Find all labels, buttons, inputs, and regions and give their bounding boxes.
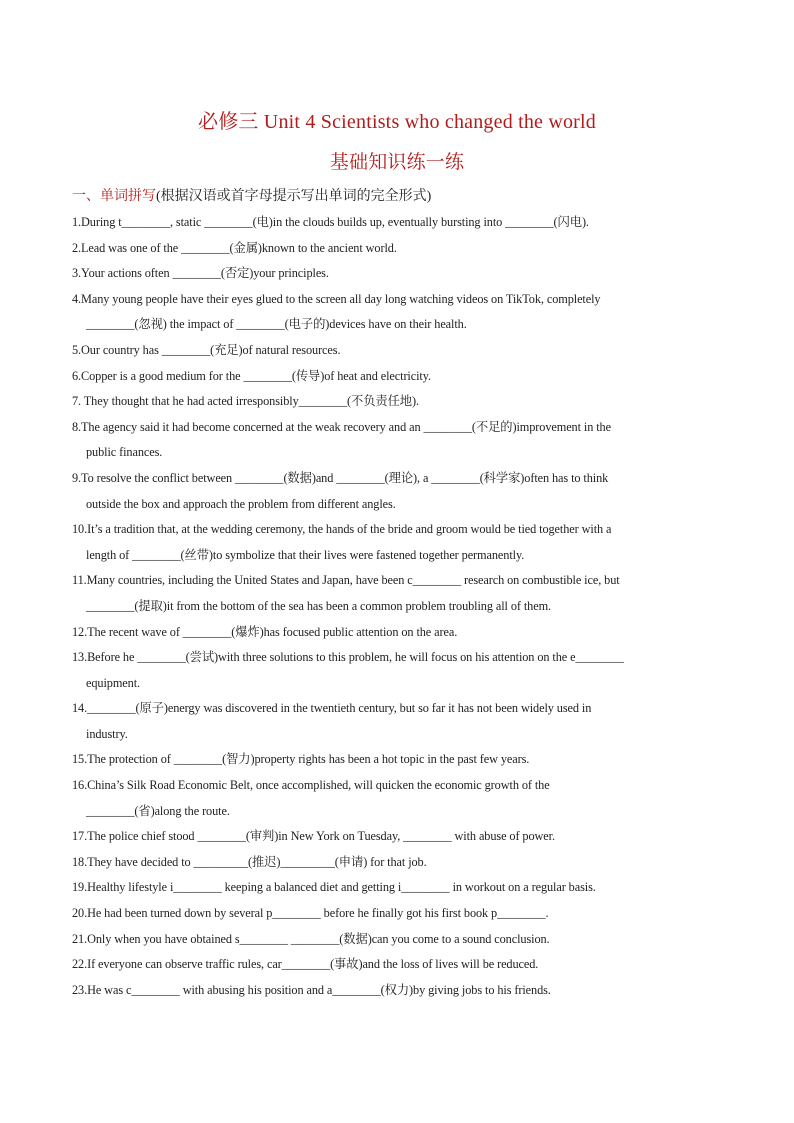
page-title: 必修三 Unit 4 Scientists who changed the world [198, 111, 596, 133]
question-item [72, 210, 724, 236]
question-item [72, 901, 724, 927]
question-text: 12.The recent wave of ________(爆炸)has focused public attention on the area. [72, 624, 458, 639]
question-item [72, 261, 724, 287]
question-item [72, 620, 724, 646]
question-text: 14.________(原子)energy was discovered in the twentieth century, but so far it has not been widely used in [72, 701, 592, 716]
question-item [72, 696, 724, 747]
question-text: 15.The protection of ________(智力)property rights has been a hot topic in the past few years. [72, 752, 530, 767]
page-subtitle: 基础知识练一练 [329, 152, 465, 173]
question-item [72, 875, 724, 901]
question-continuation: industry. [86, 726, 128, 741]
question-item [72, 645, 724, 696]
question-text: 17.The police chief stood ________(审判)in New York on Tuesday, ________ with abuse of power. [72, 829, 555, 844]
question-text: 8.The agency said it had become concerned at the weak recovery and an ________(不足的)improvement in the [72, 419, 611, 434]
question-item [72, 927, 724, 953]
question-continuation: length of ________(丝带)to symbolize that their lives were fastened together permanently. [86, 547, 525, 562]
question-item [72, 287, 724, 338]
question-item [72, 466, 724, 517]
question-continuation: outside the box and approach the problem from different angles. [86, 496, 396, 511]
question-item [72, 850, 724, 876]
question-item [72, 389, 724, 415]
question-text: 9.To resolve the conflict between ________(数据)and ________(理论), a ________(科学家)often has to think [72, 470, 609, 485]
question-continuation: ________(忽视) the impact of ________(电子的)devices have on their health. [86, 317, 467, 332]
question-text: 20.He had been turned down by several p________ before he finally got his first book p________. [72, 906, 549, 921]
question-text: 7. They thought that he had acted irresponsibly________(不负责任地). [72, 394, 419, 409]
question-text: 22.If everyone can observe traffic rules, car________(事故)and the loss of lives will be reduced. [72, 957, 539, 972]
question-text: 3.Your actions often ________(否定)your principles. [72, 266, 329, 281]
question-text: 13.Before he ________(尝试)with three solutions to this problem, he will focus on his attention on the e________ [72, 650, 624, 665]
question-item [72, 338, 724, 364]
question-item [72, 978, 724, 1004]
question-text: 11.Many countries, including the United States and Japan, have been c________ research on combustible ice, but [72, 573, 620, 588]
question-text: 19.Healthy lifestyle i________ keeping a balanced diet and getting i________ in workout on a regular basis. [72, 880, 596, 895]
question-text: 1.During t________, static ________(电)in the clouds builds up, eventually bursting into ________(闪电). [72, 215, 589, 229]
question-item [72, 415, 724, 466]
question-text: 6.Copper is a good medium for the ________(传导)of heat and electricity. [72, 368, 431, 383]
question-continuation: equipment. [86, 675, 140, 690]
question-text: 10.It’s a tradition that, at the wedding ceremony, the hands of the bride and groom would be tied together with a [72, 522, 612, 537]
question-item [72, 824, 724, 850]
question-text: 4.Many young people have their eyes glued to the screen all day long watching videos on TikTok, completely [72, 291, 601, 306]
section-instruction: (根据汉语或首字母提示写出单词的完全形式) [156, 189, 432, 204]
question-text: 5.Our country has ________(充足)of natural resources. [72, 342, 341, 357]
question-item [72, 517, 724, 568]
question-item [72, 236, 724, 262]
question-text: 18.They have decided to _________(推迟)_________(申请) for that job. [72, 854, 427, 869]
question-continuation: public finances. [86, 445, 163, 460]
question-text: 23.He was c________ with abusing his position and a________(权力)by giving jobs to his friends. [72, 982, 551, 997]
question-continuation: ________(省)along the route. [86, 803, 230, 818]
question-item [72, 364, 724, 390]
section-heading [72, 185, 431, 205]
question-item [72, 568, 724, 619]
question-item [72, 773, 724, 824]
question-text: 2.Lead was one of the ________(金属)known to the ancient world. [72, 240, 397, 255]
question-text: 21.Only when you have obtained s________ ________(数据)can you come to a sound conclusion. [72, 931, 550, 946]
question-list [72, 210, 724, 1003]
question-item [72, 747, 724, 773]
question-item [72, 952, 724, 978]
section-title: 一、单词拼写 [72, 189, 156, 204]
question-continuation: ________(提取)it from the bottom of the sea has been a common problem troubling all of them. [86, 598, 552, 613]
question-text: 16.China’s Silk Road Economic Belt, once accomplished, will quicken the economic growth of the [72, 778, 550, 793]
